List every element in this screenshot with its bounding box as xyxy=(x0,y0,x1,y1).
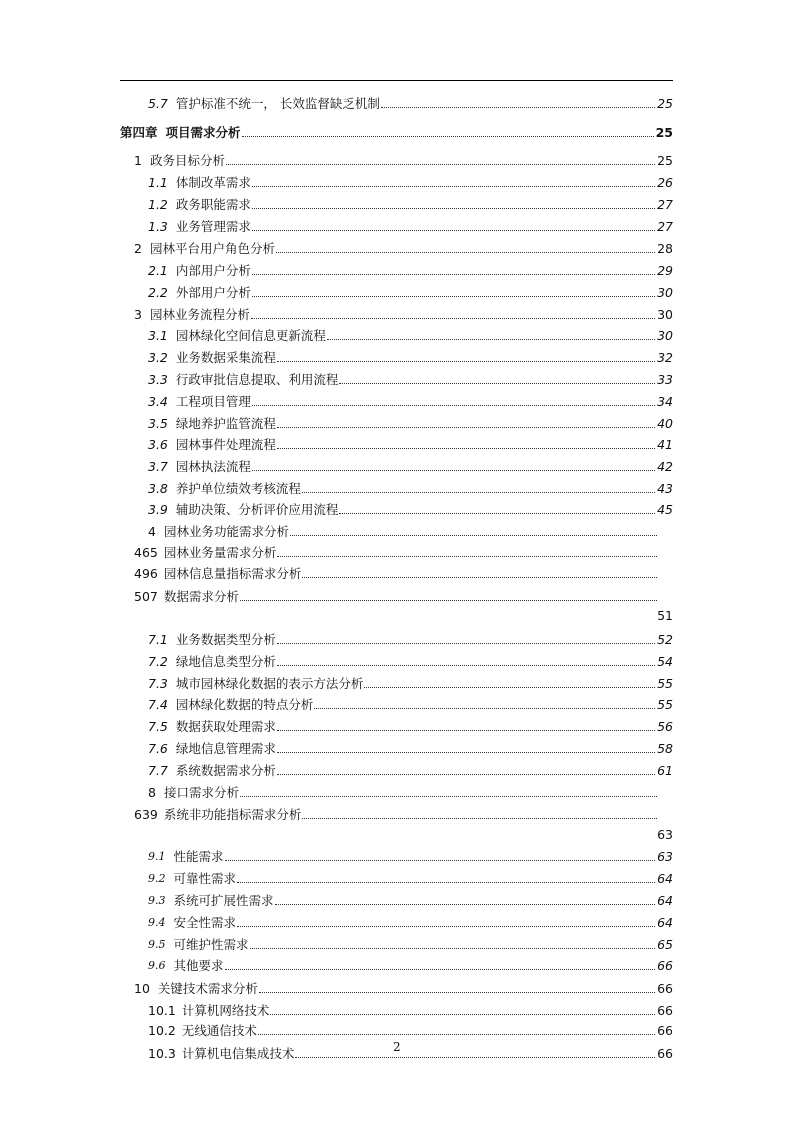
dot-leader xyxy=(251,318,655,319)
toc-entry-page: 41 xyxy=(657,437,673,452)
toc-entry[interactable] xyxy=(148,739,673,757)
toc-entry-title: 业务数据采集流程 xyxy=(175,350,276,365)
toc-entry-title: 体制改革需求 xyxy=(175,175,251,190)
toc-entry-page: 40 xyxy=(657,416,673,431)
toc-entry-number: 3.6 xyxy=(148,437,168,452)
dot-leader xyxy=(277,556,657,557)
toc-entry-number: 9.6 xyxy=(148,959,166,972)
toc-entry[interactable] xyxy=(148,195,673,213)
toc-entry[interactable] xyxy=(148,913,673,931)
toc-entry-number: 7.4 xyxy=(148,697,168,712)
toc-entry[interactable] xyxy=(148,370,673,388)
toc-entry[interactable] xyxy=(148,783,673,801)
toc-entry-page: 25 xyxy=(657,153,673,168)
toc-entry[interactable] xyxy=(148,891,673,909)
dot-leader xyxy=(275,904,656,905)
dot-leader xyxy=(277,774,655,775)
toc-entry[interactable] xyxy=(148,261,673,279)
toc-entry[interactable] xyxy=(148,717,673,735)
dot-leader xyxy=(302,492,655,493)
toc-entry-title: 管护标准不统一， 长效监督缺乏机制 xyxy=(175,96,380,111)
toc-entry-number: 3.8 xyxy=(148,481,168,496)
toc-entry-number: 9.2 xyxy=(148,872,166,885)
toc-entry[interactable] xyxy=(134,305,673,323)
toc-entry-title: 内部用户分析 xyxy=(175,263,251,278)
toc-entry-title: 无线通信技术 xyxy=(181,1023,257,1038)
dot-leader xyxy=(258,1034,655,1035)
toc-entry-title: 其他要求 xyxy=(173,958,224,973)
toc-entry-number: 7.1 xyxy=(148,632,168,647)
toc-entry-page: 52 xyxy=(657,632,673,647)
toc-entry[interactable] xyxy=(148,457,673,475)
toc-entry[interactable] xyxy=(148,869,673,887)
toc-entry-number: 10 xyxy=(134,981,150,996)
toc-entry-page: 25 xyxy=(657,96,673,111)
toc-page-number: 51 xyxy=(657,608,673,623)
toc-entry-title: 园林业务流程分析 xyxy=(149,307,250,322)
toc-entry[interactable] xyxy=(148,500,673,518)
toc-entry-number: 10.2 xyxy=(148,1023,176,1038)
toc-entry[interactable] xyxy=(134,587,673,605)
toc-entry-number: 3.5 xyxy=(148,416,168,431)
toc-entry-number: 9.3 xyxy=(148,894,166,907)
toc-entry-number: 7.5 xyxy=(148,719,168,734)
toc-entry-page: 28 xyxy=(657,241,673,256)
toc-entry-page: 64 xyxy=(657,871,673,886)
dot-leader xyxy=(240,600,657,601)
dot-leader xyxy=(259,992,655,993)
dot-leader xyxy=(240,796,657,797)
toc-entry-page: 42 xyxy=(657,459,673,474)
toc-entry-title: 绿地信息管理需求 xyxy=(175,741,276,756)
toc-entry-page: 30 xyxy=(657,307,673,322)
toc-page-number: 63 xyxy=(657,827,673,842)
dot-leader xyxy=(314,708,655,709)
dot-leader xyxy=(237,926,655,927)
toc-entry-number: 1 xyxy=(134,153,142,168)
toc-entry-page: 63 xyxy=(657,849,673,864)
toc-entry-page: 66 xyxy=(657,981,673,996)
toc-entry-page: 43 xyxy=(657,481,673,496)
toc-entry-title: 城市园林绿化数据的表示方法分析 xyxy=(175,676,364,691)
toc-entry-number: 3.3 xyxy=(148,372,168,387)
dot-leader xyxy=(381,107,655,108)
toc-entry-page: 58 xyxy=(657,741,673,756)
toc-entry-title: 系统非功能指标需求分析 xyxy=(163,807,302,822)
dot-leader xyxy=(252,470,655,471)
toc-entry-title: 业务数据类型分析 xyxy=(175,632,276,647)
toc-entry-title: 园林事件处理流程 xyxy=(175,437,276,452)
toc-entry-title: 园林执法流程 xyxy=(175,459,251,474)
toc-entry-page: 34 xyxy=(657,394,673,409)
toc-entry-number: 3.9 xyxy=(148,502,168,517)
dot-leader xyxy=(290,535,657,536)
toc-entry-number: 1.2 xyxy=(148,197,168,212)
dot-leader xyxy=(302,818,657,819)
toc-entry[interactable] xyxy=(120,123,673,141)
toc-entry-title: 政务职能需求 xyxy=(175,197,251,212)
dot-leader xyxy=(252,230,655,231)
toc-entry-number: 7.3 xyxy=(148,676,168,691)
toc-entry-number: 2.2 xyxy=(148,285,168,300)
toc-entry-title: 园林平台用户角色分析 xyxy=(149,241,275,256)
dot-leader xyxy=(277,643,655,644)
toc-entry[interactable] xyxy=(148,326,673,344)
dot-leader xyxy=(237,882,655,883)
toc-entry-title: 业务管理需求 xyxy=(175,219,251,234)
dot-leader xyxy=(339,383,655,384)
toc-entry-title: 计算机电信集成技术 xyxy=(181,1046,295,1061)
dot-leader xyxy=(327,339,655,340)
toc-entry-number: 9.1 xyxy=(148,850,166,863)
toc-entry-page: 64 xyxy=(657,893,673,908)
toc-entry-number: 3.4 xyxy=(148,394,168,409)
toc-entry-title: 计算机网络技术 xyxy=(181,1003,270,1018)
toc-entry-title: 可靠性需求 xyxy=(173,871,237,886)
toc-entry-number: 7.7 xyxy=(148,763,168,778)
toc-entry-number: 639 xyxy=(134,807,158,822)
toc-entry-number: 3.1 xyxy=(148,328,168,343)
toc-entry[interactable] xyxy=(148,674,673,692)
dot-leader xyxy=(226,164,655,165)
toc-entry-number: 5.7 xyxy=(148,96,168,111)
toc-entry[interactable] xyxy=(148,435,673,453)
dot-leader xyxy=(277,752,655,753)
dot-leader xyxy=(364,687,655,688)
toc-entry-title: 系统可扩展性需求 xyxy=(173,893,274,908)
toc-entry-title: 行政审批信息提取、利用流程 xyxy=(175,372,339,387)
toc-entry[interactable] xyxy=(134,239,673,257)
toc-entry-number: 3.2 xyxy=(148,350,168,365)
toc-entry-number: 9.4 xyxy=(148,916,166,929)
toc-entry-title: 系统数据需求分析 xyxy=(175,763,276,778)
toc-entry-page: 66 xyxy=(657,958,673,973)
toc-entry[interactable] xyxy=(148,652,673,670)
dot-leader xyxy=(225,860,656,861)
toc-entry-number: 507 xyxy=(134,589,158,604)
toc-entry[interactable] xyxy=(148,217,673,235)
toc-entry[interactable] xyxy=(134,979,673,997)
toc-entry-page: 25 xyxy=(655,125,673,140)
toc-entry[interactable] xyxy=(148,348,673,366)
toc-entry[interactable] xyxy=(148,392,673,410)
toc-entry-page: 61 xyxy=(657,763,673,778)
toc-entry-number: 3 xyxy=(134,307,142,322)
dot-leader xyxy=(295,1057,655,1058)
toc-entry-number: 2.1 xyxy=(148,263,168,278)
toc-entry-number: 2 xyxy=(134,241,142,256)
toc-entry-page: 45 xyxy=(657,502,673,517)
toc-entry-number: 4 xyxy=(148,524,156,539)
toc-entry[interactable] xyxy=(148,414,673,432)
toc-entry-title: 园林业务功能需求分析 xyxy=(163,524,289,539)
toc-entry-title: 园林绿化空间信息更新流程 xyxy=(175,328,326,343)
dot-leader xyxy=(339,513,655,514)
dot-leader xyxy=(252,296,655,297)
toc-entry-page: 55 xyxy=(657,697,673,712)
dot-leader xyxy=(270,1014,655,1015)
toc-entry-number: 第四章 xyxy=(120,125,158,140)
toc-entry[interactable] xyxy=(134,805,673,823)
toc-entry-page: 54 xyxy=(657,654,673,669)
toc-entry[interactable] xyxy=(148,479,673,497)
footer-page-number: 2 xyxy=(393,1040,401,1054)
toc-entry-title: 辅助决策、分析评价应用流程 xyxy=(175,502,339,517)
dot-leader xyxy=(277,730,655,731)
toc-entry-number: 10.3 xyxy=(148,1046,176,1061)
toc-entry[interactable] xyxy=(148,1021,673,1039)
toc-entry[interactable] xyxy=(134,564,673,582)
dot-leader xyxy=(250,948,656,949)
dot-leader xyxy=(252,208,655,209)
toc-entry-title: 安全性需求 xyxy=(173,915,237,930)
toc-entry-page: 26 xyxy=(657,175,673,190)
dot-leader xyxy=(242,136,654,137)
toc-entry-page: 27 xyxy=(657,197,673,212)
toc-entry-page: 30 xyxy=(657,328,673,343)
toc-entry-title: 绿地养护监管流程 xyxy=(175,416,276,431)
toc-entry-title: 数据需求分析 xyxy=(163,589,239,604)
toc-entry-number: 1.1 xyxy=(148,175,168,190)
toc-entry-number: 3.7 xyxy=(148,459,168,474)
toc-entry[interactable] xyxy=(148,935,673,953)
toc-entry-title: 园林绿化数据的特点分析 xyxy=(175,697,314,712)
dot-leader xyxy=(252,405,655,406)
toc-entry-title: 外部用户分析 xyxy=(175,285,251,300)
toc-entry-number: 1.3 xyxy=(148,219,168,234)
toc-entry-title: 可维护性需求 xyxy=(173,937,249,952)
toc-entry-page: 66 xyxy=(657,1046,673,1061)
toc-entry-number: 10.1 xyxy=(148,1003,176,1018)
dot-leader xyxy=(276,252,655,253)
toc-entry-title: 接口需求分析 xyxy=(163,785,239,800)
dot-leader xyxy=(277,361,655,362)
dot-leader xyxy=(277,448,655,449)
toc-entry-page: 33 xyxy=(657,372,673,387)
toc-entry[interactable] xyxy=(148,695,673,713)
toc-entry-title: 工程项目管理 xyxy=(175,394,251,409)
toc-entry[interactable] xyxy=(148,94,673,112)
toc-entry-page: 65 xyxy=(657,937,673,952)
toc-entry[interactable] xyxy=(134,151,673,169)
toc-entry[interactable] xyxy=(148,173,673,191)
dot-leader xyxy=(225,969,656,970)
toc-entry-number: 8 xyxy=(148,785,156,800)
dot-leader xyxy=(277,427,655,428)
dot-leader xyxy=(302,577,657,578)
toc-entry-page: 27 xyxy=(657,219,673,234)
toc-entry-page: 30 xyxy=(657,285,673,300)
toc-entry-page: 56 xyxy=(657,719,673,734)
toc-entry-number: 9.5 xyxy=(148,938,166,951)
toc-entry[interactable] xyxy=(148,522,673,540)
toc-entry-title: 政务目标分析 xyxy=(149,153,225,168)
toc-entry-page: 66 xyxy=(657,1023,673,1038)
toc-entry-number: 465 xyxy=(134,545,158,560)
toc-entry-title: 养护单位绩效考核流程 xyxy=(175,481,301,496)
dot-leader xyxy=(252,186,655,187)
toc-entry[interactable] xyxy=(148,1044,673,1062)
toc-entry-number: 7.6 xyxy=(148,741,168,756)
toc-entry-number: 7.2 xyxy=(148,654,168,669)
toc-entry[interactable] xyxy=(148,761,673,779)
dot-leader xyxy=(252,274,655,275)
toc-entry-title: 项目需求分析 xyxy=(165,125,241,140)
toc-entry[interactable] xyxy=(148,630,673,648)
toc-entry-page: 66 xyxy=(657,1003,673,1018)
toc-entry-title: 园林业务量需求分析 xyxy=(163,545,277,560)
toc-entry[interactable] xyxy=(148,1001,673,1019)
toc-entry-title: 园林信息量指标需求分析 xyxy=(163,566,302,581)
toc-entry-title: 关键技术需求分析 xyxy=(157,981,258,996)
toc-entry-number: 496 xyxy=(134,566,158,581)
toc-entry-page: 55 xyxy=(657,676,673,691)
toc-entry[interactable] xyxy=(148,283,673,301)
toc-entry[interactable] xyxy=(148,956,673,974)
toc-entry[interactable] xyxy=(134,543,673,561)
toc-entry-page: 29 xyxy=(657,263,673,278)
toc-entry-title: 绿地信息类型分析 xyxy=(175,654,276,669)
toc-entry[interactable] xyxy=(148,847,673,865)
dot-leader xyxy=(277,665,655,666)
toc-entry-title: 数据获取处理需求 xyxy=(175,719,276,734)
toc-entry-page: 32 xyxy=(657,350,673,365)
toc-entry-page: 64 xyxy=(657,915,673,930)
toc-entry-title: 性能需求 xyxy=(173,849,224,864)
